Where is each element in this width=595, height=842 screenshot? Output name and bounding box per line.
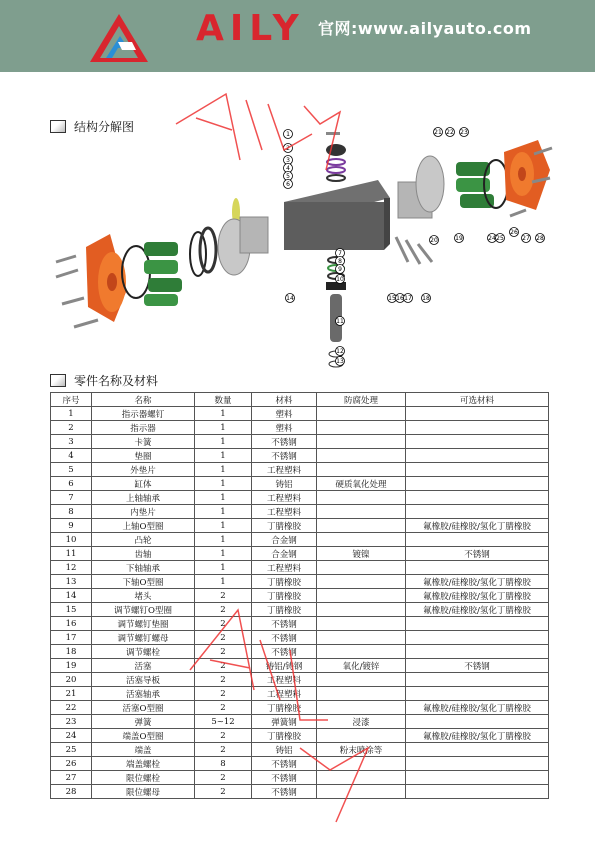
- cell-material: 丁腈橡胶: [252, 701, 317, 715]
- callout-19: [455, 234, 464, 243]
- cell-name: 上轴轴承: [92, 491, 195, 505]
- table-row: [51, 687, 549, 701]
- table-row: [51, 421, 549, 435]
- cell-treatment: 浸漆: [317, 715, 406, 729]
- cell-number: 14: [51, 589, 92, 603]
- cell-number: 10: [51, 533, 92, 547]
- left-end-cap: [86, 234, 126, 322]
- cell-treatment: [317, 561, 406, 575]
- header-banner: [0, 0, 595, 72]
- cell-number: 23: [51, 715, 92, 729]
- callout-6: [284, 180, 293, 189]
- cell-material: 铸铝/铸钢: [252, 659, 317, 673]
- cell-name: 堵头: [92, 589, 195, 603]
- cell-optional: [406, 421, 549, 435]
- cell-name: 缸体: [92, 477, 195, 491]
- cell-number: 1: [51, 407, 92, 421]
- cell-qty: 8: [195, 757, 252, 771]
- cell-material: 不锈钢: [252, 631, 317, 645]
- cell-treatment: [317, 533, 406, 547]
- cell-treatment: [317, 701, 406, 715]
- top-shaft-stack: [326, 132, 346, 181]
- cell-number: 11: [51, 547, 92, 561]
- actuator-body: [284, 180, 390, 250]
- callout-11: [336, 317, 345, 326]
- callout-1: [284, 130, 293, 139]
- cell-name: 指示器: [92, 421, 195, 435]
- svg-text:19: 19: [455, 235, 463, 242]
- cell-optional: [406, 757, 549, 771]
- cell-optional: [406, 687, 549, 701]
- cell-number: 6: [51, 477, 92, 491]
- cell-number: 26: [51, 757, 92, 771]
- table-row: [51, 659, 549, 673]
- cell-number: 20: [51, 673, 92, 687]
- section-bullet-icon: [50, 374, 66, 387]
- piston-left: [218, 217, 268, 275]
- cell-optional: [406, 743, 549, 757]
- cell-optional: [406, 673, 549, 687]
- col-header-material: 材料: [252, 393, 317, 407]
- table-row: [51, 631, 549, 645]
- cell-treatment: [317, 771, 406, 785]
- svg-text:5: 5: [286, 173, 290, 180]
- cell-optional: [406, 617, 549, 631]
- cell-material: 丁腈橡胶: [252, 575, 317, 589]
- table-row: [51, 561, 549, 575]
- cell-treatment: [317, 407, 406, 421]
- cell-name: 调节螺钉螺母: [92, 631, 195, 645]
- callout-27: [522, 234, 531, 243]
- callout-23: [460, 128, 469, 137]
- svg-text:3: 3: [286, 157, 290, 164]
- aily-logo: [88, 12, 150, 64]
- table-row: [51, 449, 549, 463]
- table-row: [51, 547, 549, 561]
- cell-material: 塑料: [252, 421, 317, 435]
- cell-name: 端盖: [92, 743, 195, 757]
- svg-text:12: 12: [336, 348, 344, 355]
- svg-text:24: 24: [488, 235, 496, 242]
- cell-material: 丁腈橡胶: [252, 729, 317, 743]
- cell-name: 活塞O型圈: [92, 701, 195, 715]
- cell-material: 铸铝: [252, 477, 317, 491]
- svg-text:16: 16: [396, 295, 404, 302]
- table-row: [51, 407, 549, 421]
- cell-material: 丁腈橡胶: [252, 519, 317, 533]
- cell-qty: 1: [195, 491, 252, 505]
- cell-qty: 2: [195, 771, 252, 785]
- cell-qty: 1: [195, 561, 252, 575]
- svg-text:7: 7: [338, 250, 342, 257]
- cell-material: 丁腈橡胶: [252, 589, 317, 603]
- svg-text:27: 27: [522, 235, 530, 242]
- piston-bearing-left: [200, 228, 216, 272]
- table-row: [51, 715, 549, 729]
- cell-optional: [406, 631, 549, 645]
- cell-material: 合金钢: [252, 533, 317, 547]
- cell-treatment: 硬质氧化处理: [317, 477, 406, 491]
- cell-optional: [406, 715, 549, 729]
- cell-optional: [406, 407, 549, 421]
- cell-treatment: [317, 575, 406, 589]
- callout-25: [496, 234, 505, 243]
- cell-treatment: [317, 631, 406, 645]
- cell-number: 25: [51, 743, 92, 757]
- brand-name: AILY: [196, 8, 305, 49]
- cell-name: 指示器螺钉: [92, 407, 195, 421]
- website-url: 官网:www.ailyauto.com: [318, 19, 532, 38]
- cell-qty: 1: [195, 463, 252, 477]
- cell-optional: 氟橡胶/硅橡胶/氢化丁腈橡胶: [406, 701, 549, 715]
- cell-number: 2: [51, 421, 92, 435]
- cell-qty: 1: [195, 519, 252, 533]
- cell-treatment: [317, 603, 406, 617]
- cell-qty: 1: [195, 477, 252, 491]
- springs-left: [144, 242, 182, 306]
- col-header-optional: 可选材料: [406, 393, 549, 407]
- table-row: [51, 463, 549, 477]
- cell-material: 不锈钢: [252, 771, 317, 785]
- parts-table-header-row: [51, 393, 549, 407]
- cell-treatment: [317, 687, 406, 701]
- cell-qty: 2: [195, 617, 252, 631]
- table-row: [51, 505, 549, 519]
- cell-treatment: 粉末喷涂等: [317, 743, 406, 757]
- parts-section-title: [50, 372, 158, 389]
- cell-optional: [406, 771, 549, 785]
- cell-qty: 1: [195, 575, 252, 589]
- cell-name: 垫圈: [92, 449, 195, 463]
- cell-name: 调节螺钉O型圈: [92, 603, 195, 617]
- svg-text:26: 26: [510, 229, 518, 236]
- cell-material: 不锈钢: [252, 757, 317, 771]
- cell-treatment: [317, 617, 406, 631]
- svg-text:9: 9: [338, 266, 342, 273]
- cell-qty: 2: [195, 729, 252, 743]
- cell-name: 凸轮: [92, 533, 195, 547]
- svg-text:1: 1: [286, 131, 290, 138]
- cell-material: 工程塑料: [252, 561, 317, 575]
- svg-text:21: 21: [434, 129, 442, 136]
- cell-optional: [406, 561, 549, 575]
- col-header-name: 名称: [92, 393, 195, 407]
- cell-optional: [406, 533, 549, 547]
- cell-number: 24: [51, 729, 92, 743]
- cell-material: 工程塑料: [252, 505, 317, 519]
- callout-12: [336, 347, 345, 356]
- cell-name: 活塞导板: [92, 673, 195, 687]
- cell-optional: [406, 449, 549, 463]
- table-row: [51, 575, 549, 589]
- cell-qty: 5~12: [195, 715, 252, 729]
- callout-21: [434, 128, 443, 137]
- svg-text:15: 15: [388, 295, 396, 302]
- cell-optional: 不锈钢: [406, 547, 549, 561]
- svg-text:20: 20: [430, 237, 438, 244]
- col-header-qty: 数量: [195, 393, 252, 407]
- table-row: [51, 729, 549, 743]
- svg-text:10: 10: [336, 276, 344, 283]
- cell-treatment: [317, 491, 406, 505]
- cell-name: 调节螺钉垫圈: [92, 617, 195, 631]
- cell-qty: 2: [195, 743, 252, 757]
- cell-number: 12: [51, 561, 92, 575]
- svg-text:4: 4: [286, 165, 290, 172]
- table-row: [51, 785, 549, 799]
- cell-optional: [406, 491, 549, 505]
- cell-material: 不锈钢: [252, 435, 317, 449]
- cell-optional: [406, 463, 549, 477]
- cell-name: 端盖O型圈: [92, 729, 195, 743]
- cell-treatment: [317, 435, 406, 449]
- svg-text:14: 14: [286, 295, 294, 302]
- parts-title-text: 零件名称及材料: [74, 374, 159, 388]
- table-row: [51, 491, 549, 505]
- col-header-treatment: 防腐处理: [317, 393, 406, 407]
- svg-text:25: 25: [496, 235, 504, 242]
- cell-name: 调节螺栓: [92, 645, 195, 659]
- cell-name: 限位螺母: [92, 785, 195, 799]
- cell-treatment: [317, 589, 406, 603]
- table-row: [51, 757, 549, 771]
- cell-treatment: [317, 645, 406, 659]
- cell-qty: 2: [195, 631, 252, 645]
- svg-text:8: 8: [338, 258, 342, 265]
- cell-material: 工程塑料: [252, 491, 317, 505]
- callout-10: [336, 275, 345, 284]
- cell-qty: 2: [195, 603, 252, 617]
- svg-text:17: 17: [404, 295, 412, 302]
- cell-treatment: 氧化/镀锌: [317, 659, 406, 673]
- cell-number: 13: [51, 575, 92, 589]
- cell-qty: 1: [195, 435, 252, 449]
- cell-qty: 1: [195, 505, 252, 519]
- cell-material: 铸铝: [252, 743, 317, 757]
- table-row: [51, 617, 549, 631]
- table-row: [51, 645, 549, 659]
- cell-name: 弹簧: [92, 715, 195, 729]
- svg-text:28: 28: [536, 235, 544, 242]
- cell-material: 工程塑料: [252, 687, 317, 701]
- cell-treatment: [317, 757, 406, 771]
- cell-optional: [406, 505, 549, 519]
- svg-text:6: 6: [286, 181, 290, 188]
- cell-optional: [406, 785, 549, 799]
- cell-qty: 1: [195, 421, 252, 435]
- table-row: [51, 771, 549, 785]
- cell-name: 外垫片: [92, 463, 195, 477]
- cell-number: 8: [51, 505, 92, 519]
- cell-qty: 1: [195, 449, 252, 463]
- cell-name: 下轴O型圈: [92, 575, 195, 589]
- cell-treatment: [317, 785, 406, 799]
- cell-treatment: 镀镍: [317, 547, 406, 561]
- cell-optional: 氟橡胶/硅橡胶/氢化丁腈橡胶: [406, 519, 549, 533]
- callout-22: [446, 128, 455, 137]
- cell-material: 不锈钢: [252, 785, 317, 799]
- cell-name: 上轴O型圈: [92, 519, 195, 533]
- cell-optional: [406, 477, 549, 491]
- cell-optional: 氟橡胶/硅橡胶/氢化丁腈橡胶: [406, 575, 549, 589]
- cell-optional: 不锈钢: [406, 659, 549, 673]
- cell-qty: 2: [195, 589, 252, 603]
- callout-28: [536, 234, 545, 243]
- cell-optional: 氟橡胶/硅橡胶/氢化丁腈橡胶: [406, 589, 549, 603]
- cell-number: 28: [51, 785, 92, 799]
- parts-table: [50, 392, 549, 799]
- callout-14: [286, 294, 295, 303]
- cell-treatment: [317, 729, 406, 743]
- callout-17: [404, 294, 413, 303]
- cell-optional: [406, 435, 549, 449]
- table-row: [51, 477, 549, 491]
- cell-material: 不锈钢: [252, 449, 317, 463]
- cell-name: 卡簧: [92, 435, 195, 449]
- cell-treatment: [317, 673, 406, 687]
- table-row: [51, 701, 549, 715]
- cell-qty: 1: [195, 407, 252, 421]
- cell-qty: 2: [195, 673, 252, 687]
- svg-text:13: 13: [336, 358, 344, 365]
- cell-qty: 2: [195, 687, 252, 701]
- cell-treatment: [317, 449, 406, 463]
- cell-material: 不锈钢: [252, 645, 317, 659]
- cell-material: 丁腈橡胶: [252, 603, 317, 617]
- callout-20: [430, 236, 439, 245]
- svg-text:2: 2: [286, 145, 290, 152]
- cell-optional: 氟橡胶/硅橡胶/氢化丁腈橡胶: [406, 729, 549, 743]
- cell-name: 端盖螺栓: [92, 757, 195, 771]
- col-header-number: 序号: [51, 393, 92, 407]
- table-row: [51, 743, 549, 757]
- table-row: [51, 603, 549, 617]
- cell-treatment: [317, 505, 406, 519]
- cell-number: 5: [51, 463, 92, 477]
- svg-text:11: 11: [336, 318, 344, 325]
- cell-qty: 2: [195, 701, 252, 715]
- cell-optional: [406, 645, 549, 659]
- cell-qty: 1: [195, 533, 252, 547]
- cell-number: 27: [51, 771, 92, 785]
- cell-material: 合金钢: [252, 547, 317, 561]
- cell-qty: 2: [195, 645, 252, 659]
- svg-text:22: 22: [446, 129, 454, 136]
- cell-qty: 2: [195, 785, 252, 799]
- cell-name: 限位螺栓: [92, 771, 195, 785]
- cell-qty: 1: [195, 547, 252, 561]
- adjusting-bolts: [396, 237, 432, 264]
- cell-number: 15: [51, 603, 92, 617]
- cell-number: 18: [51, 645, 92, 659]
- callout-26: [510, 228, 519, 237]
- cell-name: 下轴轴承: [92, 561, 195, 575]
- cell-name: 活塞轴承: [92, 687, 195, 701]
- callout-9: [336, 265, 345, 274]
- cell-optional: 氟橡胶/硅橡胶/氢化丁腈橡胶: [406, 603, 549, 617]
- diagram-title-text: 结构分解图: [74, 120, 135, 134]
- table-row: [51, 519, 549, 533]
- cell-number: 7: [51, 491, 92, 505]
- cell-treatment: [317, 519, 406, 533]
- cell-qty: 2: [195, 659, 252, 673]
- piston-right: [398, 156, 444, 218]
- callout-13: [336, 357, 345, 366]
- cell-material: 工程塑料: [252, 673, 317, 687]
- exploded-view-diagram: [48, 122, 558, 372]
- cell-material: 弹簧钢: [252, 715, 317, 729]
- cell-material: 工程塑料: [252, 463, 317, 477]
- callout-2: [284, 144, 293, 153]
- cell-number: 22: [51, 701, 92, 715]
- table-row: [51, 589, 549, 603]
- cell-number: 17: [51, 631, 92, 645]
- cell-number: 3: [51, 435, 92, 449]
- table-row: [51, 533, 549, 547]
- cell-number: 19: [51, 659, 92, 673]
- cell-material: 塑料: [252, 407, 317, 421]
- callout-18: [422, 294, 431, 303]
- cell-name: 活塞: [92, 659, 195, 673]
- cell-number: 16: [51, 617, 92, 631]
- cell-name: 内垫片: [92, 505, 195, 519]
- table-row: [51, 435, 549, 449]
- cell-name: 齿轴: [92, 547, 195, 561]
- svg-text:23: 23: [460, 129, 468, 136]
- cell-material: 不锈钢: [252, 617, 317, 631]
- table-row: [51, 673, 549, 687]
- svg-text:18: 18: [422, 295, 430, 302]
- cell-treatment: [317, 421, 406, 435]
- cell-number: 4: [51, 449, 92, 463]
- cell-treatment: [317, 463, 406, 477]
- cell-number: 9: [51, 519, 92, 533]
- cell-number: 21: [51, 687, 92, 701]
